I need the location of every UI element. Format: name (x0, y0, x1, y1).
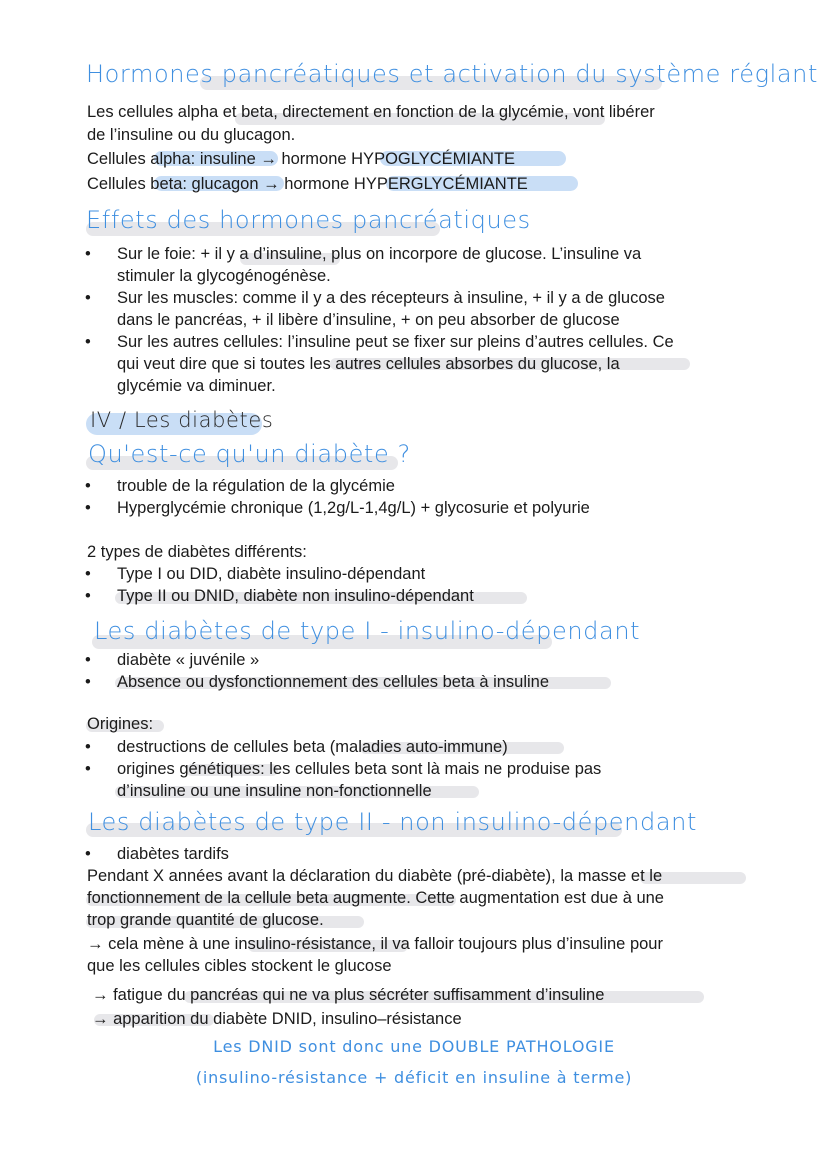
list-item: • destructions de cellules beta (maladies auto-immune) (117, 736, 508, 758)
bullet-autres-cellules: • Sur les autres cellules: l’insuline peut se fixer sur pleins d’autres cellules. Ce (117, 331, 674, 353)
text-line: fonctionnement de la cellule beta augmente. Cette augmentation est due à une (87, 889, 664, 907)
arrow-line: → apparition du diabète DNID, insulino–résistance (92, 1010, 462, 1028)
section-title-hormones: Hormones pancréatiques et activation du système réglant (86, 60, 818, 88)
bullet-foie: • Sur le foie: + il y a d’insuline, plus on incorpore de glucose. L’insuline va (117, 243, 641, 265)
bullet-continuation: dans le pancréas, + il libère d’insuline, + on peu absorber de glucose (117, 311, 620, 329)
text-line: → cela mène à une insulino-résistance, il va falloir toujours plus d’insuline pour (87, 935, 663, 953)
text-line: que les cellules cibles stockent le glucose (87, 957, 392, 975)
list-item: • diabète « juvénile » (117, 649, 259, 671)
conclusion-line: (insulino-résistance + déficit en insuline à terme) (195, 1068, 633, 1087)
list-item: • Type I ou DID, diabète insulino-dépendant (117, 563, 425, 585)
text-line: trop grande quantité de glucose. (87, 911, 324, 929)
list-item: • origines génétiques: les cellules beta sont là mais ne produise pas (117, 758, 601, 780)
section-title-type1: Les diabètes de type I - insulino-dépendant (94, 617, 641, 645)
bullet-continuation: qui veut dire que si toutes les autres cellules absorbes du glucose, la (117, 355, 620, 373)
chapter-heading: IV / Les diabètes (90, 408, 274, 432)
section-question: Qu'est-ce qu'un diabète ? (88, 440, 411, 468)
arrow-line: → fatigue du pancréas qui ne va plus sécréter suffisamment d’insuline (92, 986, 605, 1004)
origins-label: Origines: (87, 715, 154, 733)
text-line: Pendant X années avant la déclaration du diabète (pré-diabète), la masse et le (87, 867, 663, 885)
bullet-continuation: stimuler la glycogénogénèse. (117, 267, 331, 285)
text-line-alpha: Cellules alpha: insuline → hormone HYPOGLYCÉMIANTE (87, 150, 515, 168)
section-title-effets: Effets des hormones pancréatiques (86, 206, 531, 234)
types-intro: 2 types de diabètes différents: (87, 543, 307, 561)
list-item: • diabètes tardifs (117, 843, 229, 865)
text-line: de l’insuline ou du glucagon. (87, 126, 296, 144)
bullet-continuation: glycémie va diminuer. (117, 377, 276, 395)
list-item: • Hyperglycémie chronique (1,2g/L-1,4g/L) + glycosurie et polyurie (117, 497, 590, 519)
text-line-beta: Cellules beta: glucagon → hormone HYPERGLYCÉMIANTE (87, 175, 528, 193)
conclusion-line: Les DNID sont donc une DOUBLE PATHOLOGIE (213, 1037, 615, 1056)
list-item: • Type II ou DNID, diabète non insulino-dépendant (117, 585, 474, 607)
section-title-type2: Les diabètes de type II - non insulino-dépendant (88, 808, 697, 836)
list-item: • trouble de la régulation de la glycémie (117, 475, 395, 497)
bullet-continuation: d’insuline ou une insuline non-fonctionnelle (117, 782, 432, 800)
bullet-muscles: • Sur les muscles: comme il y a des récepteurs à insuline, + il y a de glucose (117, 287, 665, 309)
list-item: • Absence ou dysfonctionnement des cellules beta à insuline (117, 671, 549, 693)
text-line: Les cellules alpha et beta, directement en fonction de la glycémie, vont libérer (87, 103, 655, 121)
